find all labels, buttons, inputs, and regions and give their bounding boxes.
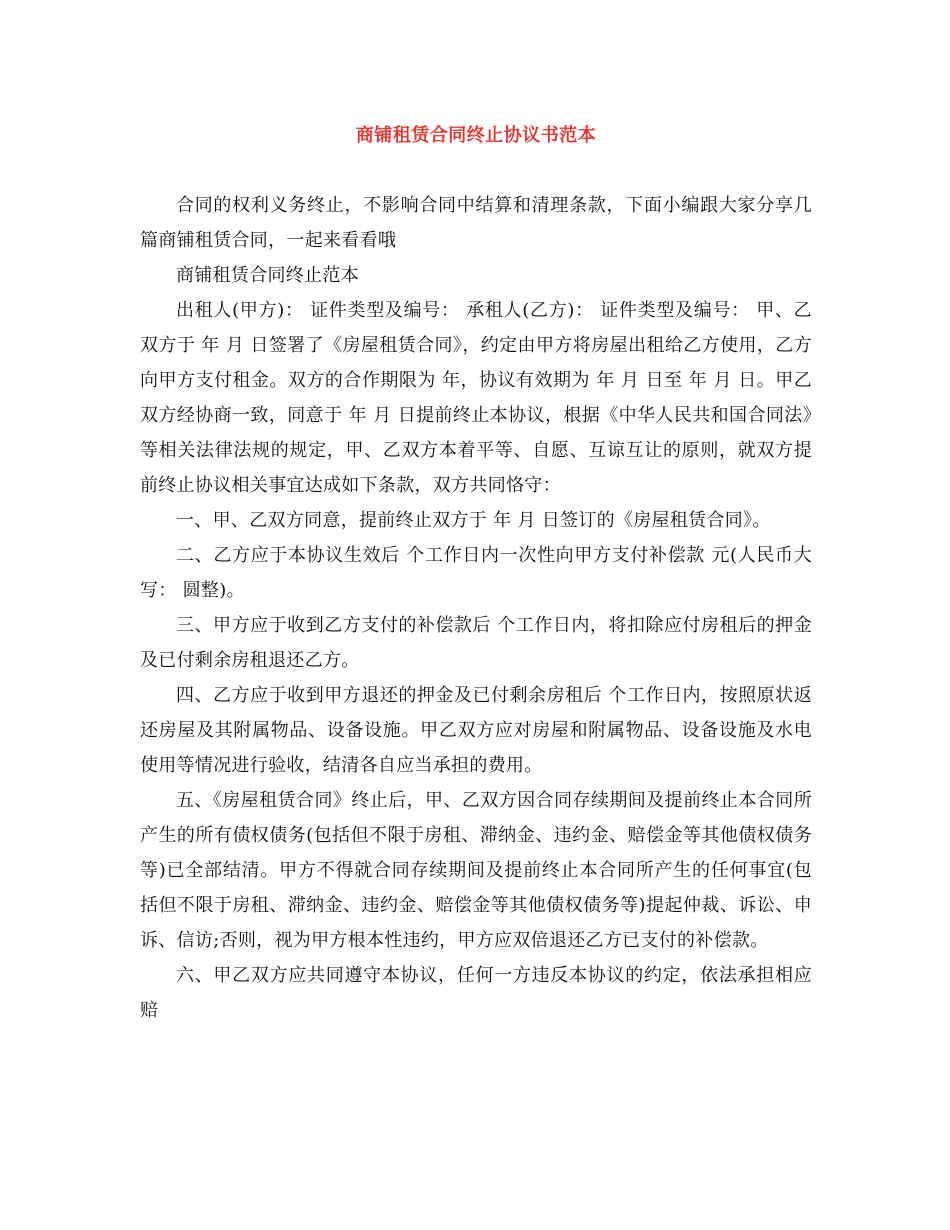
paragraph-clause-1: 一、甲、乙双方同意，提前终止双方于 年 月 日签订的《房屋租赁合同》。 (176, 510, 771, 531)
paragraph-parties: 出租人(甲方)： 证件类型及编号： 承租人(乙方)： 证件类型及编号： 甲、乙双方于 年 月 日签署了《房屋租赁合同》，约定由甲方将房屋出租给乙方使用，乙方向甲方支付租金。双方的合作期限为 年，协议有效期为 年 月 日至 年 月 日。甲乙双方经协商一致，同意于 年 月 日提前终止本协议，根据《中华人民共和国合同法》等相关法律法规的规定，甲、乙双方本着平等、自愿、互谅互让的原则，就双方提前终止协议相关事宜达成如下条款，双方共同恪守： (140, 300, 812, 496)
paragraph-clause-4: 四、乙方应于收到甲方退还的押金及已付剩余房租后 个工作日内，按照原状返还房屋及其附属物品、设备设施。甲乙双方应对房屋和附属物品、设备设施及水电使用等情况进行验收，结清各自应当承担的费用。 (140, 685, 812, 776)
paragraph-clause-3: 三、甲方应于收到乙方支付的补偿款后 个工作日内，将扣除应付房租后的押金及已付剩余房租退还乙方。 (140, 615, 812, 671)
document-body (140, 188, 812, 1028)
paragraph-clause-2: 二、乙方应于本协议生效后 个工作日内一次性向甲方支付补偿款 元(人民币大写： 圆整)。 (140, 545, 812, 601)
paragraph-clause-5: 五、《房屋租赁合同》终止后，甲、乙双方因合同存续期间及提前终止本合同所产生的所有债权债务(包括但不限于房租、滞纳金、违约金、赔偿金等其他债权债务等)已全部结清。甲方不得就合同存续期间及提前终止本合同所产生的任何事宜(包括但不限于房租、滞纳金、违约金、赔偿金等其他债权债务等)提起仲裁、诉讼、申诉、信访;否则，视为甲方根本性违约，甲方应双倍退还乙方已支付的补偿款。 (140, 790, 812, 951)
document-page (140, 0, 812, 1028)
document-title: 商铺租赁合同终止协议书范本 (355, 125, 597, 146)
paragraph-section-heading: 商铺租赁合同终止范本 (176, 265, 359, 286)
paragraph-intro: 合同的权利义务终止，不影响合同中结算和清理条款，下面小编跟大家分享几篇商铺租赁合同，一起来看看哦 (140, 195, 812, 251)
paragraph-clause-6: 六、甲乙双方应共同遵守本协议，任何一方违反本协议的约定，依法承担相应赔 (140, 965, 812, 1021)
